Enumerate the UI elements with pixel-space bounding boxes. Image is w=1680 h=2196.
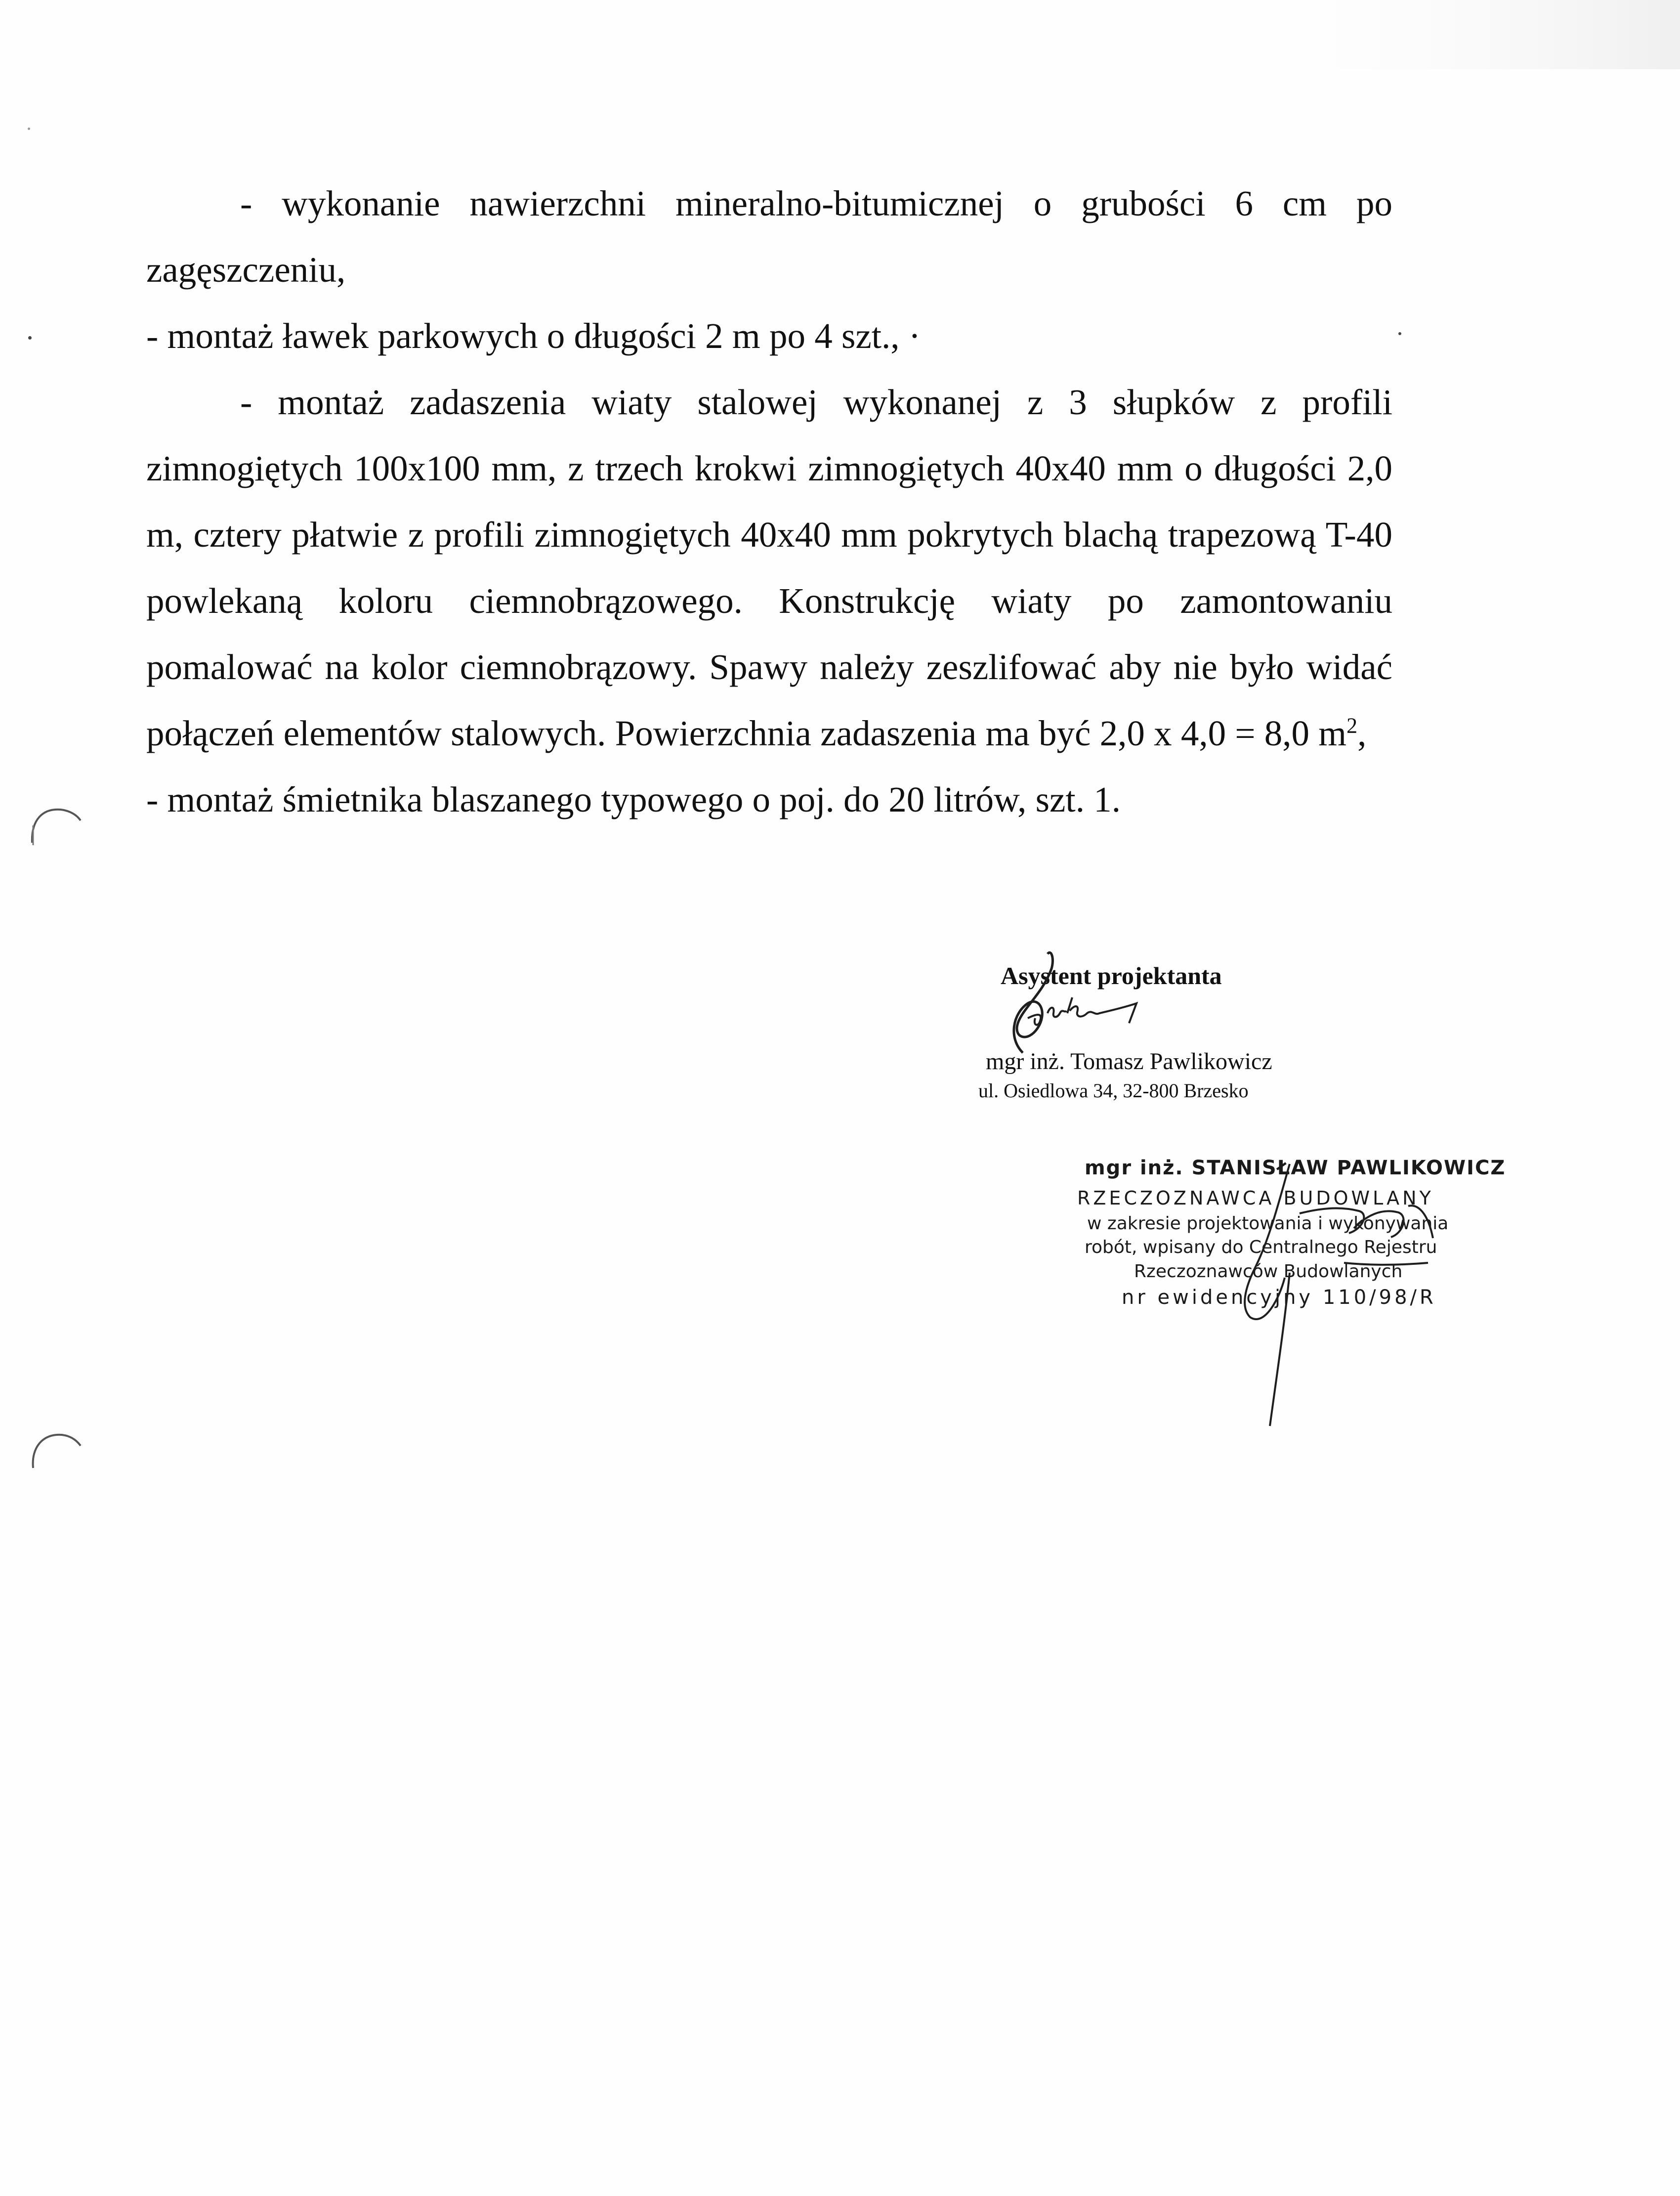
punch-hole-mark — [22, 1419, 86, 1478]
scan-speck — [1398, 332, 1401, 335]
scan-speck — [28, 336, 32, 340]
punch-hole-mark — [22, 791, 86, 850]
scan-speck — [28, 128, 30, 130]
list-item-canopy — [146, 369, 1392, 767]
list-item-pavement: - wykonanie nawierzchni mineralno-bitumicznej o grubości 6 cm po zagęszczeniu, — [146, 183, 1392, 290]
canopy-text: - montaż zadaszenia wiaty stalowej wykonanej z 3 słupków z profili zimnogiętych 100x100 mm, z trzech krokwi zimnogiętych 40x40 mm o długości 2,0 m, cztery płatwie z profili zimnogiętych 40x40 mm pokrytych blachą trapezową T-40 powlekaną koloru ciemnobrązowego. Konstrukcję wiaty po zamontowaniu pomalować na kolor ciemnobrązowy. Spawy należy zeszlifować aby nie było widać połączeń elementów stalowych. Powierzchnia zadaszenia ma być 2,0 x 4,0 = 8,0 m — [146, 382, 1392, 753]
list-item-bin: - montaż śmietnika blaszanego typowego o poj. do 20 litrów, szt. 1. — [146, 779, 1121, 819]
stamp-name: mgr inż. STANISŁAW PAWLIKOWICZ — [1085, 1157, 1506, 1179]
assistant-address: ul. Osiedlowa 34, 32-800 Brzesko — [978, 1079, 1249, 1102]
assistant-name: mgr inż. Tomasz Pawlikowicz — [986, 1048, 1272, 1075]
signature-title: Asystent projektanta — [1001, 962, 1222, 990]
canopy-text-end: , — [1357, 713, 1367, 753]
handwritten-signature — [1220, 1159, 1527, 1436]
stamp-registry-name: Rzeczoznawców Budowlanych — [1134, 1261, 1403, 1282]
specification-text — [146, 171, 1392, 833]
superscript: 2 — [1346, 713, 1358, 738]
list-item-benches: - montaż ławek parkowych o długości 2 m po 4 szt., · — [146, 316, 921, 356]
stamp-number: nr ewidencyjny 110/98/R — [1122, 1286, 1436, 1309]
stamp-scope: w zakresie projektowania i wykonywania — [1087, 1213, 1449, 1234]
stamp-title: RZECZOZNAWCA BUDOWLANY — [1077, 1187, 1434, 1209]
scan-edge-shading — [1235, 0, 1680, 129]
stamp-registry: robót, wpisany do Centralnego Rejestru — [1085, 1237, 1437, 1257]
